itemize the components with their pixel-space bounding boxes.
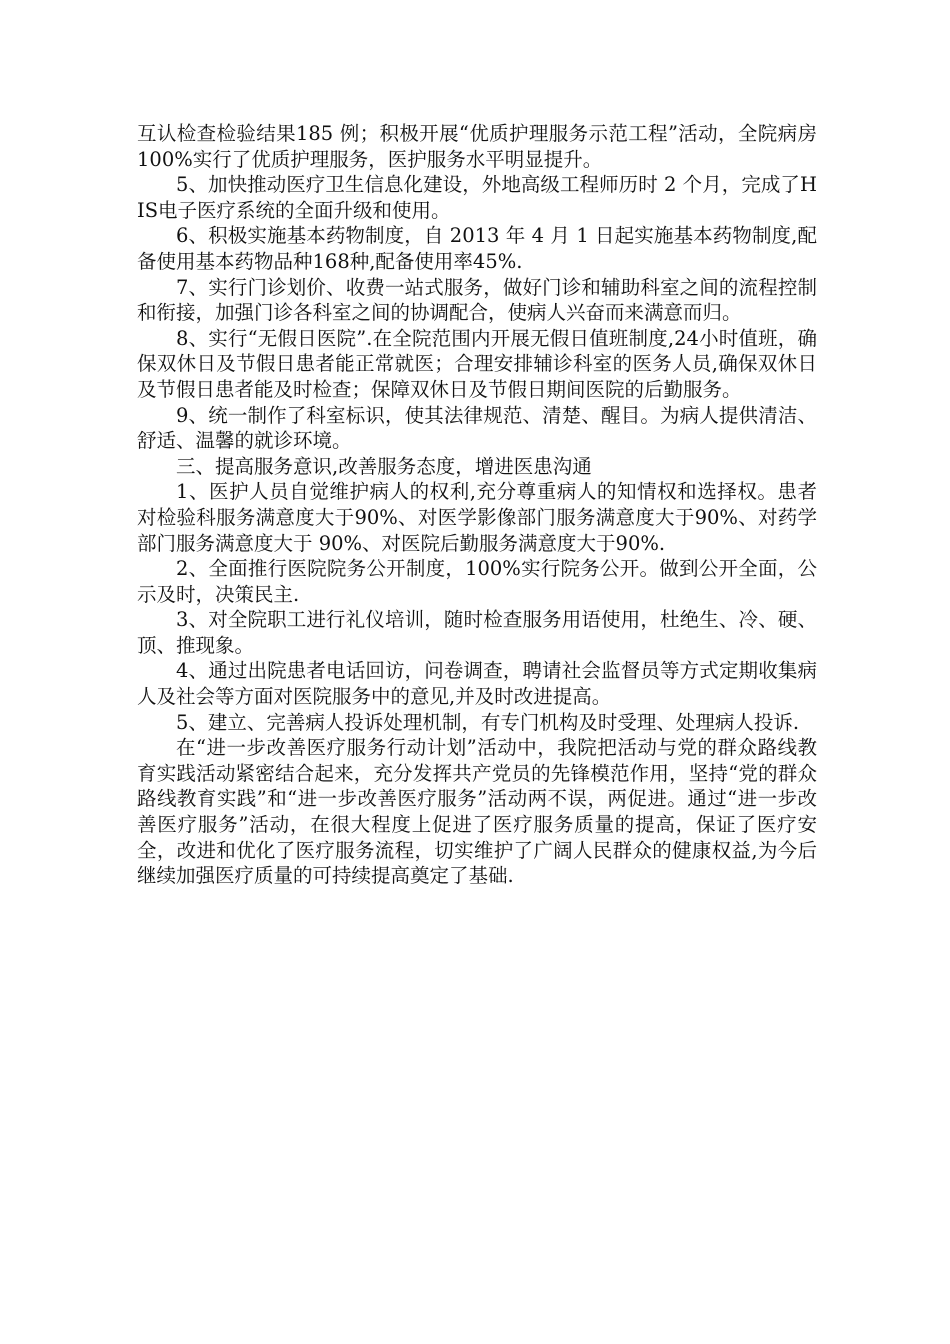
- paragraph-12: 5、建立、完善病人投诉处理机制，有专门机构及时受理、处理病人投诉.: [176, 710, 800, 734]
- paragraph-13: 在“进一步改善医疗服务行动计划”活动中，我院把活动与党的群众路线教育实践活动紧密结合起来，充分发挥共产党员的先锋模范作用，坚持“党的群众路线教育实践”和“进一步改善医疗服务”活动两不误，两促进。通过“进一步改善医疗服务”活动，在很大程度上促进了医疗服务质量的提高，保证了医疗安全，改进和优化了医疗服务流程，切实维护了广阔人民群众的健康权益,为今后继续加强医疗质量的可持续提高奠定了基础.: [137, 736, 817, 888]
- paragraph-3: 6、积极实施基本药物制度，自 2013 年 4 月 1 日起实施基本药物制度,配备使用基本药物品种168种,配备使用率45%.: [137, 224, 817, 273]
- paragraph-9: 2、全面推行医院院务公开制度，100%实行院务公开。做到公开全面，公示及时，决策民主.: [137, 557, 817, 606]
- paragraph-6: 9、统一制作了科室标识，使其法律规范、清楚、醒目。为病人提供清洁、舒适、温馨的就诊环境。: [137, 403, 817, 453]
- paragraph-5: 8、实行“无假日医院”.在全院范围内开展无假日值班制度,24小时值班，确保双休日及节假日患者能正常就医；合理安排辅诊科室的医务人员,确保双休日及节假日患者能及时检查；保障双休日及节假日期间医院的后勤服务。: [137, 326, 817, 401]
- section-heading: 三、提高服务意识,改善服务态度，增进医患沟通: [176, 454, 592, 478]
- paragraph-11: 4、通过出院患者电话回访，问卷调查，聘请社会监督员等方式定期收集病人及社会等方面对医院服务中的意见,并及时改进提高。: [137, 659, 817, 709]
- document-body: [137, 121, 817, 889]
- paragraph-2: 5、加快推动医疗卫生信息化建设，外地高级工程师历时 2 个月，完成了HIS电子医疗系统的全面升级和使用。: [137, 173, 817, 222]
- paragraph-4: 7、实行门诊划价、收费一站式服务，做好门诊和辅助科室之间的流程控制和衔接，加强门诊各科室之间的协调配合，使病人兴奋而来满意而归。: [137, 275, 817, 325]
- paragraph-8: 1、医护人员自觉维护病人的权利,充分尊重病人的知情权和选择权。患者对检验科服务满意度大于90%、对医学影像部门服务满意度大于90%、对药学部门服务满意度大于 90%、对医院后勤服务满意度大于90%.: [137, 480, 817, 555]
- paragraph-1: 互认检查检验结果185 例；积极开展“优质护理服务示范工程”活动，全院病房100%实行了优质护理服务，医护服务水平明显提升。: [137, 122, 817, 171]
- paragraph-10: 3、对全院职工进行礼仪培训，随时检查服务用语使用，杜绝生、冷、硬、顶、推现象。: [137, 608, 817, 657]
